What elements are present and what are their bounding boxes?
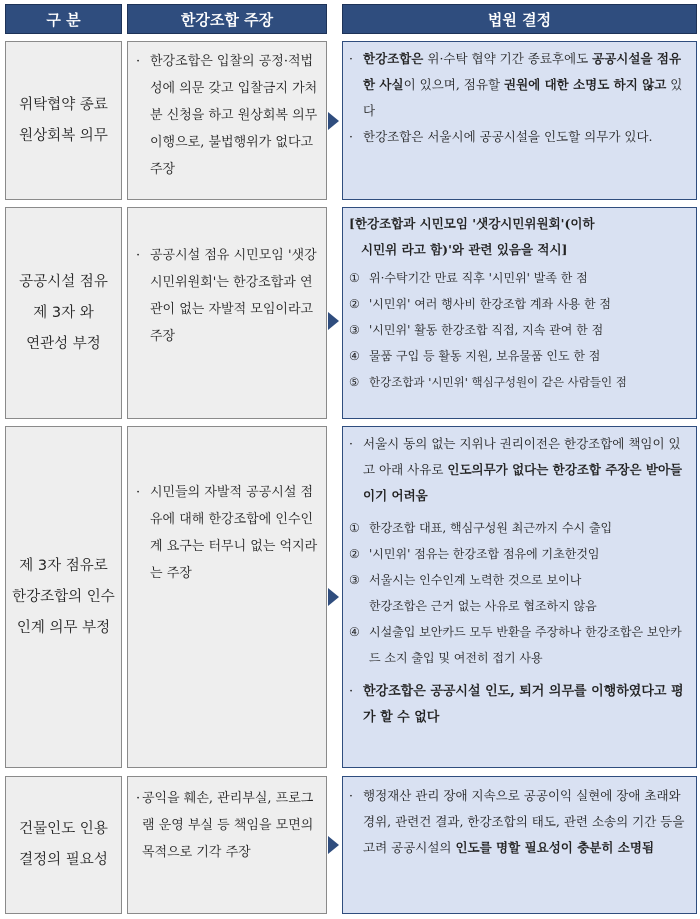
row2-decision — [342, 207, 697, 419]
row4-claim — [127, 776, 327, 914]
row3-label-line3: 인계 의무 부정 — [16, 619, 111, 636]
row2-claim-text: 공공시설 점유 시민모임 '샛강시민위원회'는 한강조합과 연관이 없는 자발적 모임이라고 주장 — [150, 248, 317, 344]
row3-decision-conclusion: · 한강조합은 공공시설 인도, 퇴거 의무를 이행하였다고 평가 할 수 없다 — [349, 684, 684, 725]
row4-decision — [342, 776, 697, 914]
row2-decision-heading-line1: [한강조합과 시민모임 '샛강시민위원회'(이하 — [349, 216, 595, 231]
row4-claim-text: 공익을 훼손, 관리부실, 프로그램 운영 부실 등 책임을 모면의 목적으로 기각 주장 — [142, 791, 314, 860]
header-category: 구 분 — [5, 4, 122, 34]
bullet-dot: · — [136, 485, 141, 500]
row2-item-4: ④ 물품 구입 등 활동 지원, 보유물품 인도 한 점 — [349, 349, 601, 363]
row1-label-line2: 원상회복 의무 — [19, 127, 108, 144]
arrow-right-icon — [328, 588, 339, 606]
row3-label-line1: 제 3자 점유로 — [19, 557, 108, 574]
row1-decision-point2: · 한강조합은 서울시에 공공시설을 인도할 의무가 있다. — [349, 129, 653, 144]
row3-item-4: ④ 시설출입 보안카드 모두 반환을 주장하나 한강조합은 보안카드 소지 출입 및 여전히 접기 사용 — [349, 625, 682, 665]
row3-item-2: ② '시민위' 점유는 한강조합 점유에 기초한것임 — [349, 547, 600, 561]
row2-item-2: ② '시민위' 여러 행사비 한강조합 계좌 사용 한 점 — [349, 297, 611, 311]
row2-label-line1: 공공시설 점유 — [19, 273, 108, 290]
row3-category — [5, 426, 122, 768]
row2-category — [5, 207, 122, 419]
row2-label-line2: 제 3자 와 — [33, 304, 94, 321]
row1-decision-point1: · 한강조합은 위·수탁 협약 기간 종료후에도 공공시설을 점유한 사실이 있으며, 점유할 권원에 대한 소명도 하지 않고 있다 — [349, 51, 683, 118]
row2-decision-heading-line2: 시민위 라고 함)'와 관련 있음을 적시] — [361, 242, 568, 257]
row3-item-3-cont: 한강조합은 근거 없는 사유로 협조하지 않음 — [369, 599, 597, 613]
row1-label-line1: 위탁협약 종료 — [19, 96, 108, 113]
row1-claim — [127, 41, 327, 200]
header-claim: 한강조합 주장 — [127, 4, 327, 34]
row4-label-line2: 결정의 필요성 — [19, 852, 108, 868]
arrow-right-icon — [328, 112, 339, 130]
row4-category — [5, 776, 122, 914]
arrow-right-icon — [328, 836, 339, 854]
row2-item-3: ③ '시민위' 활동 한강조합 직접, 지속 관여 한 점 — [349, 323, 604, 337]
row1-category — [5, 41, 122, 200]
row3-claim-text: 시민들의 자발적 공공시설 점유에 대해 한강조합에 인수인계 요구는 터무니 없는 억지라는 주장 — [150, 485, 318, 581]
row1-claim-text: 한강조합은 입찰의 공정·적법성에 의문 갖고 입찰금지 가처분 신청을 하고 원상회복 의무이행으로, 불법행위가 없다고 주장 — [150, 54, 318, 177]
row1-decision — [342, 41, 697, 200]
bullet-dot: · — [136, 791, 141, 806]
arrow-right-icon — [328, 312, 339, 330]
row3-item-1: ① 한강조합 대표, 핵심구성원 최근까지 수시 출입 — [349, 521, 613, 535]
row2-label-line3: 연관성 부정 — [26, 335, 101, 352]
row2-item-1: ① 위·수탁기간 만료 직후 '시민위' 발족 한 점 — [349, 271, 588, 285]
row3-item-3: ③ 서울시는 인수인계 노력한 것으로 보이나 — [349, 573, 582, 587]
row3-decision-intro: · 서울시 동의 없는 지위나 권리이전은 한강조합에 책임이 있고 아래 사유로 인도의무가 없다는 한강조합 주장은 받아들이기 어려움 — [349, 436, 683, 503]
row4-decision-text: · 행정재산 관리 장애 지속으로 공공이익 실현에 장애 초래와 경위, 관련건 결과, 한강조합의 태도, 관련 소송의 기간 등을 고려 공공시설의 인도를 명할 필요성이 충분히 소명됨 — [349, 788, 685, 855]
bullet-dot: · — [136, 54, 141, 69]
row3-decision — [342, 426, 697, 768]
row2-claim — [127, 207, 327, 419]
header-decision: 법원 결정 — [342, 4, 697, 34]
row4-label-line1: 건물인도 인용 — [19, 821, 108, 837]
row3-label-line2: 한강조합의 인수 — [12, 588, 115, 605]
row2-item-5: ⑤ 한강조합과 '시민위' 핵심구성원이 같은 사람들인 점 — [349, 375, 627, 389]
row3-claim — [127, 426, 327, 768]
bullet-dot: · — [136, 248, 141, 263]
